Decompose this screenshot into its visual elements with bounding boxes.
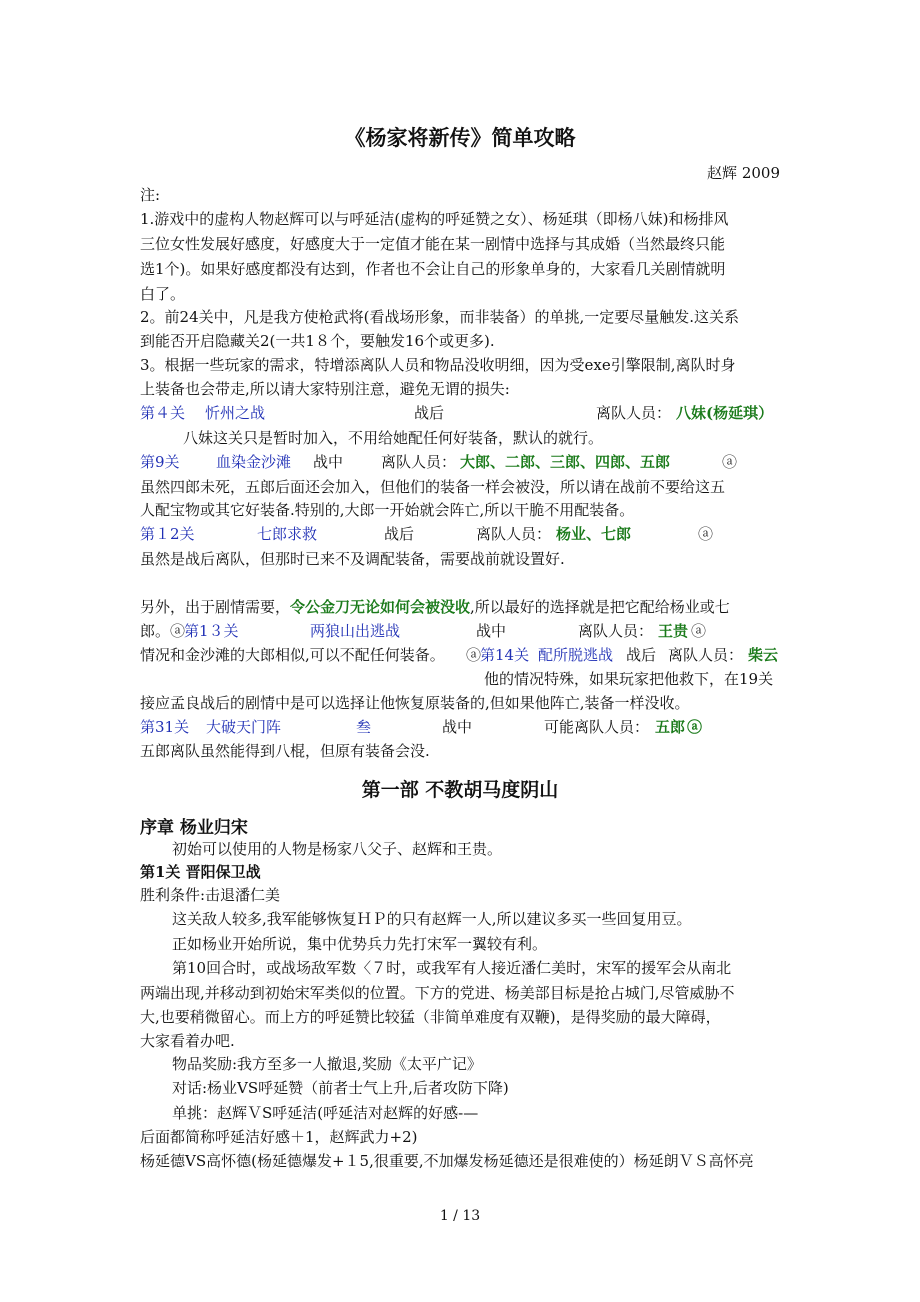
page-number: 1 / 13 bbox=[439, 1208, 481, 1224]
t9-desc2: 人配宝物或其它好装备.特别的,大郎一开始就会阵亡,所以干脆不用配装备。 bbox=[140, 501, 635, 519]
paragraph-3-line1: 第10回合时，或战场敌军数〈７时，或我军有人接近潘仁美时，宋军的援军会从南北 bbox=[172, 959, 732, 977]
t14-stage: 第14关 bbox=[480, 646, 530, 664]
note1-line1: 1.游戏中的虚构人物赵辉可以与呼延洁(虚构的呼延赞之女）、杨延琪（即杨八妹)和杨排风 bbox=[140, 210, 729, 228]
t12-stage: 第１2关 bbox=[140, 525, 195, 543]
t4-stage: 第４关 bbox=[140, 404, 186, 422]
t31-stage: 第31关 bbox=[140, 718, 190, 736]
t9-name: 血染金沙滩 bbox=[216, 453, 292, 471]
t12-desc: 虽然是战后离队，但那时已来不及调配装备，需要战前就设置好. bbox=[140, 550, 565, 568]
t14-pre: 情况和金沙滩的大郎相似,可以不配任何装备。 bbox=[140, 646, 445, 664]
t12-name: 七郎求救 bbox=[257, 525, 318, 543]
t12-who: 杨业、七郎 bbox=[556, 525, 632, 543]
note1-line4: 白了。 bbox=[140, 285, 186, 303]
dialog-line: 对话:杨业VS呼延赞（前者士气上升,后者攻防下降) bbox=[172, 1079, 509, 1097]
t31-who: 五郎 bbox=[655, 718, 686, 736]
t4-who: 八妹(杨延琪） bbox=[676, 404, 774, 422]
note1-line2: 三位女性发展好感度，好感度大于一定值才能在某一剧情中选择与其成婚（当然最终只能 bbox=[140, 235, 726, 253]
t13-who: 王贵 bbox=[658, 622, 689, 640]
duel-line1: 单挑：赵辉ＶS呼延洁(呼延洁对赵辉的好感-— bbox=[172, 1104, 479, 1122]
paragraph-3-line2: 两端出现,并移动到初始宋军类似的位置。下方的党进、杨美部目标是抢占城门,尽管威胁不 bbox=[140, 984, 735, 1002]
part1-heading: 第一部 不教胡马度阴山 bbox=[361, 779, 559, 801]
author-line: 赵辉 2009 bbox=[707, 164, 780, 182]
t9-when: 战中 bbox=[313, 453, 344, 471]
t13-when: 战中 bbox=[476, 622, 507, 640]
t13-label: 离队人员： bbox=[578, 622, 654, 640]
t4-desc: 八妹这关只是暂时加入，不用给她配任何好装备，默认的就行。 bbox=[183, 429, 604, 447]
t9-desc1: 虽然四郎未死，五郎后面还会加入，但他们的装备一样会被没，所以请在战前不要给这五 bbox=[140, 478, 726, 496]
win-condition: 胜利条件:击退潘仁美 bbox=[140, 886, 281, 904]
t14-label: 离队人员： bbox=[668, 646, 744, 664]
note1-line3: 选1个)。如果好感度都没有达到，作者也不会让自己的形象单身的，大家看几关剧情就明 bbox=[140, 260, 726, 278]
stage1-heading: 第1关 晋阳保卫战 bbox=[140, 863, 261, 881]
duel-line3: 杨延德VS高怀德(杨延德爆发+１5,很重要,不加爆发杨延德还是很难使的）杨延朗ＶＳ高怀亮 bbox=[140, 1152, 754, 1170]
t12-label: 离队人员： bbox=[476, 525, 552, 543]
note3-line1: 3。根据一些玩家的需求，特增添离队人员和物品没收明细，因为受exe引擎限制,离队时身 bbox=[140, 356, 736, 374]
other-b: 令公金刀无论如何会被没收 bbox=[290, 598, 471, 616]
t31-desc: 五郎离队虽然能得到八棍，但原有装备会没. bbox=[140, 742, 430, 760]
prologue-heading: 序章 杨业归宋 bbox=[140, 818, 248, 838]
t14-name: 配所脱逃战 bbox=[538, 646, 614, 664]
t12-mark: ⓐ bbox=[698, 525, 714, 543]
paragraph-2: 正如杨业开始所说，集中优势兵力先打宋军一翼较有利。 bbox=[172, 935, 548, 953]
reward-line: 物品奖励:我方至多一人撤退,奖励《太平广记》 bbox=[172, 1055, 482, 1073]
other-a: 另外，出于剧情需要， bbox=[140, 598, 291, 616]
note3-line2: 上装备也会带走,所以请大家特别注意，避免无谓的损失: bbox=[140, 380, 510, 398]
t12-when: 战后 bbox=[384, 525, 415, 543]
t13-mark2: ⓐ bbox=[691, 622, 707, 640]
t14-desc1: 他的情况特殊，如果玩家把他救下，在19关 bbox=[484, 670, 774, 688]
t13-name: 两狼山出逃战 bbox=[310, 622, 401, 640]
t31-mark: ⓐ bbox=[687, 718, 703, 736]
t4-label: 离队人员： bbox=[596, 404, 672, 422]
paragraph-1: 这关敌人较多,我军能够恢复ＨＰ的只有赵辉一人,所以建议多买一些回复用豆。 bbox=[172, 910, 692, 928]
paragraph-3-line3: 大,也要稍微留心。而上方的呼延赞比较猛（非简单难度有双鞭)，是得奖励的最大障碍， bbox=[140, 1008, 721, 1026]
t14-who: 柴云 bbox=[748, 646, 779, 664]
document-title: 《杨家将新传》简单攻略 bbox=[344, 125, 576, 150]
t4-name: 忻州之战 bbox=[205, 404, 266, 422]
other-c: ,所以最好的选择就是把它配给杨业或七 bbox=[470, 598, 730, 616]
duel-line2: 后面都简称呼延洁好感＋1，赵辉武力+2) bbox=[140, 1128, 418, 1146]
t14-mark: ⓐ bbox=[466, 646, 482, 664]
t9-mark: ⓐ bbox=[722, 453, 738, 471]
t14-desc2: 接应孟良战后的剧情中是可以选择让他恢复原装备的,但如果他阵亡,装备一样没收。 bbox=[140, 694, 690, 712]
t31-glyph: 叁 bbox=[356, 718, 372, 736]
t31-label: 可能离队人员： bbox=[544, 718, 650, 736]
t9-stage: 第9关 bbox=[140, 453, 180, 471]
note2-line1: 2。前24关中，凡是我方使枪武将(看战场形象，而非装备）的单挑,一定要尽量触发.这关系 bbox=[140, 308, 740, 326]
note-label: 注: bbox=[140, 186, 161, 204]
t31-when: 战中 bbox=[442, 718, 473, 736]
prologue-text: 初始可以使用的人物是杨家八父子、赵辉和王贵。 bbox=[172, 840, 503, 858]
other-intro bbox=[140, 596, 730, 618]
t13-mark: ⓐ bbox=[170, 622, 186, 640]
t9-who: 大郎、二郎、三郎、四郎、五郎 bbox=[460, 453, 671, 471]
note2-line2: 到能否开启隐藏关2(一共1８个，要触发16个或更多). bbox=[140, 332, 495, 350]
t9-label: 离队人员： bbox=[381, 453, 457, 471]
t4-when: 战后 bbox=[414, 404, 445, 422]
t13-stage: 第1３关 bbox=[184, 622, 239, 640]
t14-when: 战后 bbox=[626, 646, 657, 664]
paragraph-3-line4: 大家看着办吧. bbox=[140, 1032, 235, 1050]
t13-pre: 郎。 bbox=[140, 622, 171, 640]
t31-name: 大破天门阵 bbox=[206, 718, 282, 736]
